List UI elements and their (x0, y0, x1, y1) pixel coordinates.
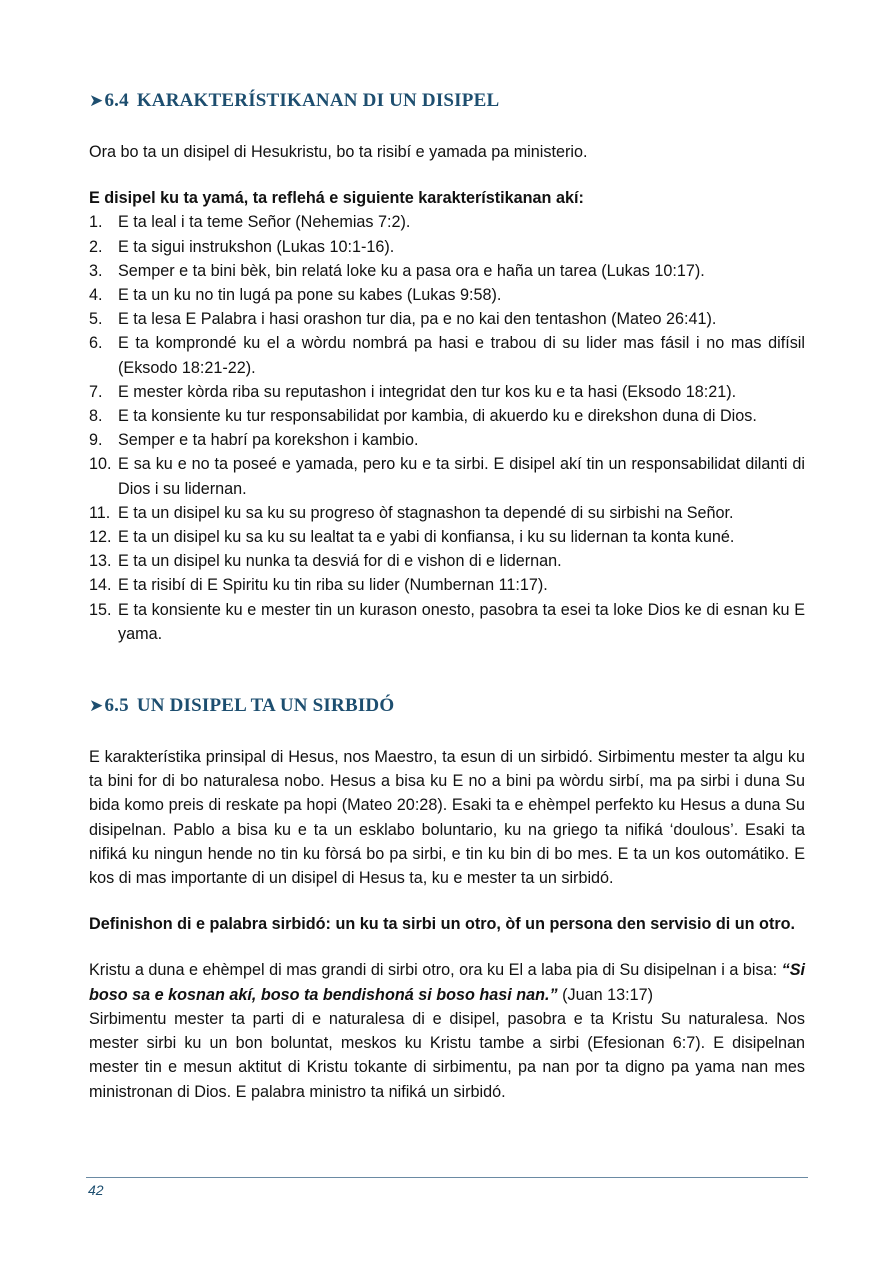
list-item (89, 210, 805, 234)
list-item (89, 283, 805, 307)
list-item-text: E ta konsiente ku e mester tin un kurason onesto, pasobra ta esei ta loke Dios ke di esnan ku E yama. (118, 600, 805, 643)
page-content (89, 86, 805, 1104)
list-item (89, 501, 805, 525)
list-item (89, 404, 805, 428)
list-item (89, 428, 805, 452)
list-item (89, 525, 805, 549)
list-item-text: E ta konsiente ku tur responsabilidat por kambia, di akuerdo ku e direkshon duna di Dios. (118, 407, 757, 426)
definition-paragraph: Definishon di e palabra sirbidó: un ku ta sirbi un otro, òf un persona den servisio di un otro. (89, 915, 796, 934)
section-heading-6-5 (89, 691, 805, 721)
list-item-text: E ta sigui instrukshon (Lukas 10:1-16). (118, 237, 395, 256)
footer-divider (86, 1177, 808, 1178)
list-item-number: 5. (89, 310, 103, 329)
characteristics-list (89, 210, 805, 646)
list-item-text: E ta lesa E Palabra i hasi orashon tur dia, pa e no kai den tentashon (Mateo 26:41). (118, 310, 717, 329)
list-item-number: 6. (89, 334, 103, 353)
list-item-text: Semper e ta bini bèk, bin relatá loke ku a pasa ora e haña un tarea (Lukas 10:17). (118, 261, 705, 280)
list-item (89, 573, 805, 597)
section-number: 6.5 (104, 695, 129, 717)
list-item-text: E ta risibí di E Spiritu ku tin riba su lider (Numbernan 11:17). (118, 576, 548, 595)
arrow-bullet-icon: ➤ (89, 696, 104, 717)
list-item-number: 4. (89, 286, 103, 305)
example-paragraph (89, 958, 805, 1006)
list-item-text: E ta un disipel ku nunka ta desviá for di e vishon di e lidernan. (118, 552, 562, 571)
list-item-text: E ta un disipel ku sa ku su progreso òf stagnashon ta dependé di su sirbishi na Señor. (118, 503, 734, 522)
arrow-bullet-icon: ➤ (89, 91, 104, 111)
scripture-reference: (Juan 13:17) (557, 985, 654, 1004)
list-item (89, 259, 805, 283)
intro-paragraph: Ora bo ta un disipel di Hesukristu, bo ta risibí e yamada pa ministerio. (89, 143, 588, 161)
list-item (89, 331, 805, 379)
nature-paragraph: Sirbimentu mester ta parti di e naturalesa di e disipel, pasobra e ta Kristu Su naturalesa. Nos mester sirbi ku un bon boluntat, meskos ku Kristu tambe a sirbi (Efesionan 6:7). E disipelnan mester tin e mesun aktitut di Kristu tokante di sirbimentu, pa nan por ta digno pa yama nan mes ministronan di Dios. E palabra ministro ta nifiká un sirbidó. (89, 1009, 805, 1101)
list-item-text: E ta leal i ta teme Señor (Nehemias 7:2). (118, 213, 411, 232)
example-text: Kristu a duna e ehèmpel di mas grandi di sirbi otro, ora ku El a laba pia di Su disipelnan i a bisa: (89, 961, 782, 980)
scripture-quote: “Si boso sa e kosnan akí, boso ta bendishoná si boso hasi nan.” (89, 961, 805, 1004)
section-heading-6-4 (89, 86, 805, 116)
list-item (89, 380, 805, 404)
list-item-number: 11. (89, 503, 111, 522)
list-item-number: 12. (89, 528, 112, 547)
page-number: 42 (88, 1182, 104, 1198)
list-item-text: E sa ku e no ta poseé e yamada, pero ku e ta sirbi. E disipel akí tin un responsabilidat dilanti di Dios i su lidernan. (118, 455, 805, 498)
list-item-number: 2. (89, 237, 103, 256)
list-item (89, 307, 805, 331)
list-item (89, 549, 805, 573)
list-item-number: 7. (89, 382, 103, 401)
list-item-number: 9. (89, 431, 103, 450)
list-heading: E disipel ku ta yamá, ta reflehá e siguiente karakterístikanan akí: (89, 189, 584, 208)
list-item (89, 598, 805, 646)
list-item-number: 3. (89, 261, 103, 280)
section-title: UN DISIPEL TA UN SIRBIDÓ (136, 695, 395, 717)
list-item-text: E ta komprondé ku el a wòrdu nombrá pa hasi e trabou di su lider mas fásil i no mas difísil (Eksodo 18:21-22). (118, 334, 805, 377)
list-item-number: 14. (89, 576, 112, 595)
list-item-text: E ta un ku no tin lugá pa pone su kabes (Lukas 9:58). (118, 286, 502, 305)
list-item-text: Semper e ta habrí pa korekshon i kambio. (118, 431, 419, 450)
servant-paragraph: E karakterístika prinsipal di Hesus, nos Maestro, ta esun di un sirbidó. Sirbimentu mester ta algu ku ta bini for di bo naturalesa nobo. Hesus a bisa ku E no a bini pa wòrdu sirbí, ma pa sirbi i duna Su bida komo preis di reskate pa hopi (Mateo 20:28). Esaki ta e ehèmpel perfekto ku Hesus a duna Su disipelnan. Pablo a bisa ku e ta un esklabo boluntario, ku na griego ta nifiká ‘doulous’. Esaki ta nifiká ku ningun hende no tin ku fòrsá bo pa sirbi, e tin ku bin di bo mes. E ta un kos outomátiko. E kos di mas importante di un disipel di Hesus ta, ku e mester ta un sirbidó. (89, 748, 805, 888)
list-item (89, 452, 805, 500)
section-number: 6.4 (104, 90, 129, 111)
list-item-text: E ta un disipel ku sa ku su lealtat ta e yabi di konfiansa, i ku su lidernan ta konta kuné. (118, 528, 735, 547)
list-item-number: 10. (89, 455, 112, 474)
list-item-text: E mester kòrda riba su reputashon i integridat den tur kos ku e ta hasi (Eksodo 18:21). (118, 382, 737, 401)
list-item-number: 1. (89, 213, 103, 232)
list-item-number: 15. (89, 600, 112, 619)
section-title: KARAKTERÍSTIKANAN DI UN DISIPEL (136, 90, 500, 111)
list-item-number: 13. (89, 552, 112, 571)
list-item-number: 8. (89, 407, 103, 426)
list-item (89, 235, 805, 259)
